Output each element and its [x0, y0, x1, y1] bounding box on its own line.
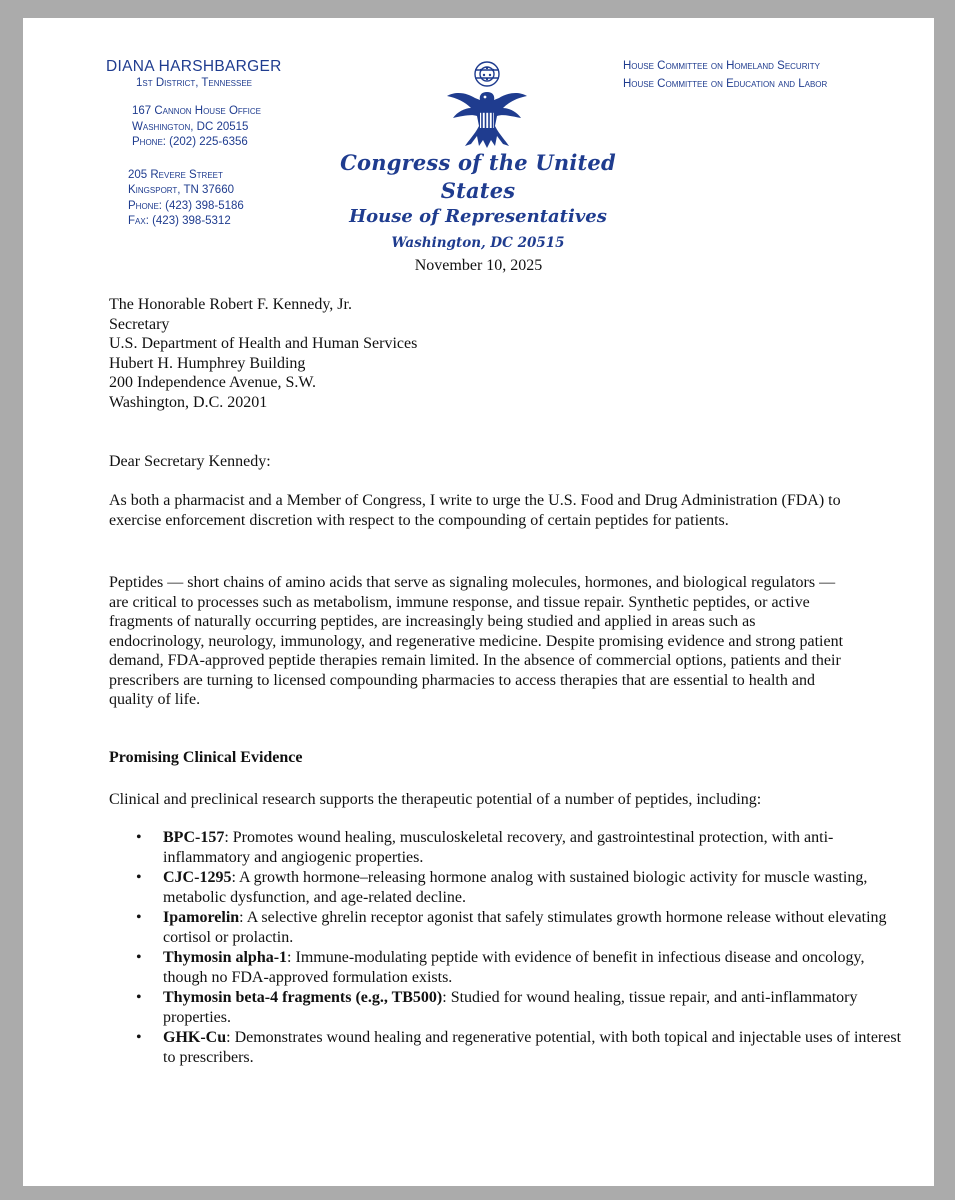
address-line: Fax: (423) 398-5312	[128, 215, 231, 227]
address-line: Washington, DC 20515	[132, 120, 249, 133]
list-item	[163, 828, 903, 867]
recipient-line: Washington, D.C. 20201	[109, 393, 268, 411]
recipient-line: The Honorable Robert F. Kennedy, Jr.	[109, 296, 352, 313]
member-name: DIANA HARSHBARGER	[106, 58, 282, 75]
list-item	[163, 948, 903, 987]
member-district: 1st District, Tennessee	[136, 77, 253, 89]
peptide-description: : Studied for wound healing, tissue repair, and anti-inflammatory properties.	[163, 989, 858, 1026]
congress-title: Congress of the United States	[340, 150, 616, 203]
peptide-description: : Immune-modulating peptide with evidence of benefit in infectious disease and oncology, though no FDA-approved formulation exists.	[163, 949, 865, 986]
peptide-description: : Promotes wound healing, musculoskeletal recovery, and gastrointestinal protection, with anti-inflammatory and angiogenic properties.	[163, 829, 834, 866]
letterhead-city: Washington, DC 20515	[391, 235, 565, 251]
committee-item: House Committee on Education and Labor	[623, 78, 828, 90]
address-line: Phone: (202) 225-6356	[132, 136, 248, 148]
peptide-name: CJC-1295	[163, 869, 232, 886]
evidence-intro: Clinical and preclinical research supports the therapeutic potential of a number of peptides, including:	[109, 791, 762, 808]
peptide-name: Thymosin beta-4 fragments (e.g., TB500)	[163, 989, 443, 1006]
letter-page	[23, 18, 934, 1186]
committee-item: House Committee on Homeland Security	[623, 60, 820, 72]
section-heading: Promising Clinical Evidence	[109, 749, 303, 766]
recipient-line: U.S. Department of Health and Human Services	[109, 335, 418, 352]
peptide-name: Ipamorelin	[163, 909, 240, 926]
paragraph-peptides: Peptides — short chains of amino acids that serve as signaling molecules, hormones, and biological regulators — are critical to processes such as metabolism, immune response, and tissue repair. Synthetic peptides, or active fragments of naturally occurring peptides, are increasingly being studied and applied in areas such as endocrinology, neurology, immunology, and regenerative medicine. Despite promising evidence and strong patient demand, FDA-approved peptide therapies remain limited. In the absence of commercial options, patients and their prescribers are turning to licensed compounding pharmacies to access therapies that are essential to health and quality of life.	[109, 574, 844, 708]
committee-list	[623, 57, 923, 93]
list-item	[163, 1028, 903, 1067]
member-contact-block	[106, 58, 306, 230]
letter-date: November 10, 2025	[414, 257, 543, 274]
list-item	[163, 908, 903, 947]
peptide-name: BPC-157	[163, 829, 225, 846]
peptide-list	[109, 828, 903, 1068]
peptide-description: : A growth hormone–releasing hormone analog with sustained biologic activity for muscle wasting, metabolic dysfunction, and age-related decline.	[163, 869, 868, 906]
peptide-description: : A selective ghrelin receptor agonist that safely stimulates growth hormone release without elevating cortisol or prolactin.	[163, 909, 887, 946]
district-office-address	[106, 168, 306, 230]
address-line: 205 Revere Street	[128, 168, 223, 181]
salutation: Dear Secretary Kennedy:	[109, 453, 271, 470]
address-line: 167 Cannon House Office	[132, 105, 261, 117]
recipient-line: Hubert H. Humphrey Building	[109, 354, 306, 372]
list-item	[163, 988, 903, 1027]
house-title: House of Representatives	[349, 206, 607, 227]
recipient-line: Secretary	[109, 315, 170, 333]
peptide-name: Thymosin alpha-1	[163, 949, 288, 966]
recipient-line: 200 Independence Avenue, S.W.	[109, 374, 317, 391]
paragraph-intro: As both a pharmacist and a Member of Congress, I write to urge the U.S. Food and Drug Administration (FDA) to exercise enforcement discretion with respect to the compounding of certain peptides for patients.	[109, 492, 841, 529]
recipient-address	[109, 295, 849, 412]
peptide-description: : Demonstrates wound healing and regenerative potential, with both topical and injectable uses of interest to prescribers.	[163, 1029, 902, 1066]
great-seal-icon	[435, 56, 539, 160]
letterhead-title	[313, 149, 643, 255]
list-item	[163, 868, 903, 907]
address-line: Phone: (423) 398-5186	[128, 199, 244, 212]
peptide-name: GHK-Cu	[163, 1029, 227, 1046]
dc-office-address	[106, 104, 306, 151]
address-line: Kingsport, TN 37660	[128, 184, 234, 196]
